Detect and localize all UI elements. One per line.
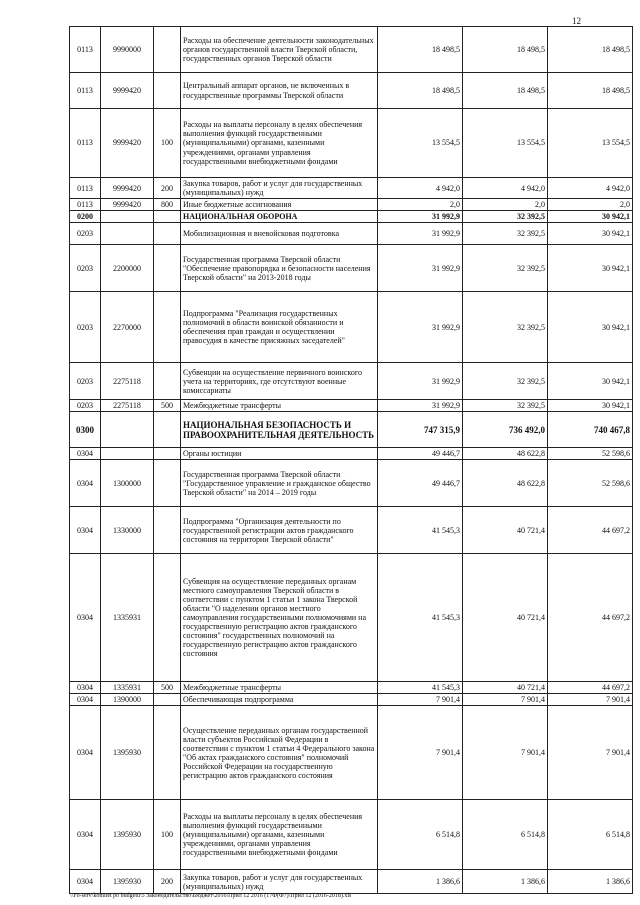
value-2018: 30 942,1 [548, 223, 633, 245]
value-2017: 48 622,8 [463, 460, 548, 507]
table-row [70, 694, 633, 706]
section-code: 0304 [70, 800, 101, 870]
value-2017: 32 392,5 [463, 223, 548, 245]
expense-type [154, 460, 181, 507]
value-2017: 40 721,4 [463, 554, 548, 682]
value-2017: 4 942,0 [463, 178, 548, 199]
value-2016: 4 942,0 [378, 178, 463, 199]
section-code: 0203 [70, 223, 101, 245]
target-code: 9999420 [101, 199, 154, 211]
value-2017: 2,0 [463, 199, 548, 211]
section-code: 0113 [70, 109, 101, 178]
value-2018: 18 498,5 [548, 73, 633, 109]
value-2016: 31 992,9 [378, 211, 463, 223]
target-code: 1395930 [101, 706, 154, 800]
value-2016: 31 992,9 [378, 223, 463, 245]
value-2018: 6 514,8 [548, 800, 633, 870]
value-2018: 30 942,1 [548, 245, 633, 292]
value-2016: 31 992,9 [378, 245, 463, 292]
value-2017: 40 721,4 [463, 682, 548, 694]
target-code: 1395930 [101, 870, 154, 894]
expense-type [154, 292, 181, 363]
row-name: Закупка товаров, работ и услуг для государственных (муниципальных) нужд [181, 870, 378, 894]
budget-table-body [70, 27, 633, 894]
value-2018: 44 697,2 [548, 682, 633, 694]
expense-type [154, 245, 181, 292]
expense-type [154, 694, 181, 706]
value-2018: 2,0 [548, 199, 633, 211]
expense-type [154, 412, 181, 448]
target-code: 9999420 [101, 109, 154, 178]
section-code: 0304 [70, 706, 101, 800]
value-2016: 49 446,7 [378, 448, 463, 460]
table-row [70, 870, 633, 894]
table-row [70, 507, 633, 554]
target-code: 2275118 [101, 400, 154, 412]
value-2018: 13 554,5 [548, 109, 633, 178]
table-row [70, 223, 633, 245]
table-row [70, 448, 633, 460]
table-row [70, 363, 633, 400]
row-name: Субвенции на осуществление первичного воинского учета на территориях, где отсутствуют военные комиссариаты [181, 363, 378, 400]
target-code: 1395930 [101, 800, 154, 870]
table-row [70, 27, 633, 73]
value-2018: 1 386,6 [548, 870, 633, 894]
value-2016: 31 992,9 [378, 363, 463, 400]
target-code [101, 448, 154, 460]
expense-type [154, 706, 181, 800]
section-code: 0113 [70, 27, 101, 73]
value-2018: 44 697,2 [548, 507, 633, 554]
section-code: 0203 [70, 400, 101, 412]
section-code: 0113 [70, 73, 101, 109]
expense-type [154, 363, 181, 400]
section-code: 0203 [70, 292, 101, 363]
target-code: 1330000 [101, 507, 154, 554]
expense-type [154, 507, 181, 554]
row-name: Иные бюджетные ассигнования [181, 199, 378, 211]
value-2016: 41 545,3 [378, 554, 463, 682]
value-2018: 740 467,8 [548, 412, 633, 448]
row-name: Закупка товаров, работ и услуг для государственных (муниципальных) нужд [181, 178, 378, 199]
value-2017: 7 901,4 [463, 694, 548, 706]
value-2016: 18 498,5 [378, 27, 463, 73]
table-row [70, 400, 633, 412]
value-2017: 6 514,8 [463, 800, 548, 870]
expense-type: 100 [154, 109, 181, 178]
value-2016: 7 901,4 [378, 706, 463, 800]
expense-type: 200 [154, 178, 181, 199]
row-name: Подпрограмма "Организация деятельности по государственной регистрации актов гражданского состояния на территории Тверской области" [181, 507, 378, 554]
page-number: 12 [572, 16, 581, 26]
expense-type [154, 73, 181, 109]
value-2018: 18 498,5 [548, 27, 633, 73]
table-row [70, 706, 633, 800]
table-row [70, 412, 633, 448]
target-code: 2200000 [101, 245, 154, 292]
target-code [101, 211, 154, 223]
section-code: 0203 [70, 363, 101, 400]
expense-type [154, 211, 181, 223]
row-name: Мобилизационная и вневойсковая подготовка [181, 223, 378, 245]
value-2018: 52 598,6 [548, 448, 633, 460]
section-code: 0304 [70, 870, 101, 894]
value-2018: 4 942,0 [548, 178, 633, 199]
target-code: 1300000 [101, 460, 154, 507]
value-2016: 41 545,3 [378, 507, 463, 554]
value-2016: 41 545,3 [378, 682, 463, 694]
value-2017: 18 498,5 [463, 27, 548, 73]
row-name: Центральный аппарат органов, не включенных в государственные программы Тверской области [181, 73, 378, 109]
value-2018: 30 942,1 [548, 211, 633, 223]
value-2017: 32 392,5 [463, 211, 548, 223]
target-code: 1335931 [101, 554, 154, 682]
row-name: Государственная программа Тверской области "Обеспечение правопорядка и безопасности населения Тверской области" на 2013-2018 годы [181, 245, 378, 292]
row-name: Межбюджетные трансферты [181, 400, 378, 412]
target-code: 1390000 [101, 694, 154, 706]
expense-type: 500 [154, 400, 181, 412]
value-2018: 7 901,4 [548, 706, 633, 800]
file-path-footer: \\Fo-serv\komitet po budgetu\5 Законодательство\Бюджет\2016\Прил 12 2016 (17Ф(Ф7)\Прил 12 (2016-2018).xls [70, 893, 352, 899]
target-code: 2270000 [101, 292, 154, 363]
value-2017: 1 386,6 [463, 870, 548, 894]
table-row [70, 245, 633, 292]
section-code: 0203 [70, 245, 101, 292]
row-name: Субвенция на осуществление переданных органам местного самоуправления Тверской области в соответствии с пунктом 1 статьи 1 закона Тверской области "О наделении органов местного самоуправления государственными полномочиями на государственную регистрацию актов гражданского состояния" государственных полномочий на государственную регистрацию актов гражданского состояния [181, 554, 378, 682]
target-code: 9999420 [101, 73, 154, 109]
row-name: Расходы на обеспечение деятельности законодательных органов государственной власти Тверской области, государственных органов Тверской области [181, 27, 378, 73]
expense-type: 800 [154, 199, 181, 211]
value-2016: 31 992,9 [378, 400, 463, 412]
value-2017: 48 622,8 [463, 448, 548, 460]
value-2018: 44 697,2 [548, 554, 633, 682]
section-code: 0200 [70, 211, 101, 223]
value-2017: 18 498,5 [463, 73, 548, 109]
table-row [70, 554, 633, 682]
value-2018: 30 942,1 [548, 400, 633, 412]
value-2017: 736 492,0 [463, 412, 548, 448]
value-2016: 7 901,4 [378, 694, 463, 706]
section-code: 0304 [70, 682, 101, 694]
value-2016: 2,0 [378, 199, 463, 211]
section-code: 0304 [70, 448, 101, 460]
value-2018: 30 942,1 [548, 363, 633, 400]
value-2017: 32 392,5 [463, 400, 548, 412]
value-2017: 32 392,5 [463, 363, 548, 400]
row-name: Расходы на выплаты персоналу в целях обеспечения выполнения функций государственными (муниципальными) органами, казенными учреждениями, органами управления государственными внебюджетными фондами [181, 800, 378, 870]
expense-type [154, 554, 181, 682]
value-2018: 30 942,1 [548, 292, 633, 363]
value-2017: 40 721,4 [463, 507, 548, 554]
value-2017: 13 554,5 [463, 109, 548, 178]
row-name: Расходы на выплаты персоналу в целях обеспечения выполнения функций государственными (муниципальными) органами, казенными учреждениями, органами управления государственными внебюджетными фондами [181, 109, 378, 178]
section-code: 0304 [70, 694, 101, 706]
value-2016: 6 514,8 [378, 800, 463, 870]
table-row [70, 460, 633, 507]
table-row [70, 178, 633, 199]
value-2018: 52 598,6 [548, 460, 633, 507]
section-code: 0304 [70, 507, 101, 554]
target-code [101, 223, 154, 245]
table-row [70, 682, 633, 694]
value-2016: 31 992,9 [378, 292, 463, 363]
value-2017: 7 901,4 [463, 706, 548, 800]
value-2016: 49 446,7 [378, 460, 463, 507]
table-row [70, 211, 633, 223]
row-name: Осуществление переданных органам государственной власти субъектов Российской Федерации в соответствии с пунктом 1 статьи 4 Федерального закона "Об актах гражданского состояния" полномочий Российской Федерации на государственную регистрацию актов гражданского состояния [181, 706, 378, 800]
value-2017: 32 392,5 [463, 245, 548, 292]
value-2016: 1 386,6 [378, 870, 463, 894]
budget-table [69, 26, 633, 894]
table-row [70, 292, 633, 363]
value-2017: 32 392,5 [463, 292, 548, 363]
row-name: Подпрограмма "Реализация государственных полномочий в области воинской обязанности и обеспечения прав граждан и осуществлении правосудия в качестве присяжных заседателей" [181, 292, 378, 363]
target-code: 1335931 [101, 682, 154, 694]
value-2016: 747 315,9 [378, 412, 463, 448]
section-code: 0113 [70, 178, 101, 199]
table-row [70, 73, 633, 109]
row-name: НАЦИОНАЛЬНАЯ ОБОРОНА [181, 211, 378, 223]
target-code: 9999420 [101, 178, 154, 199]
row-name: Обеспечивающая подпрограмма [181, 694, 378, 706]
table-row [70, 199, 633, 211]
expense-type [154, 27, 181, 73]
table-row [70, 800, 633, 870]
value-2018: 7 901,4 [548, 694, 633, 706]
table-row [70, 109, 633, 178]
expense-type [154, 448, 181, 460]
section-code: 0304 [70, 554, 101, 682]
value-2016: 18 498,5 [378, 73, 463, 109]
value-2016: 13 554,5 [378, 109, 463, 178]
row-name: Государственная программа Тверской области "Государственное управление и гражданское общество Тверской области" на 2014 – 2019 годы [181, 460, 378, 507]
row-name: Органы юстиции [181, 448, 378, 460]
section-code: 0113 [70, 199, 101, 211]
expense-type: 200 [154, 870, 181, 894]
expense-type: 100 [154, 800, 181, 870]
section-code: 0300 [70, 412, 101, 448]
target-code: 9990000 [101, 27, 154, 73]
expense-type [154, 223, 181, 245]
target-code [101, 412, 154, 448]
row-name: НАЦИОНАЛЬНАЯ БЕЗОПАСНОСТЬ И ПРАВООХРАНИТЕЛЬНАЯ ДЕЯТЕЛЬНОСТЬ [181, 412, 378, 448]
target-code: 2275118 [101, 363, 154, 400]
expense-type: 500 [154, 682, 181, 694]
row-name: Межбюджетные трансферты [181, 682, 378, 694]
section-code: 0304 [70, 460, 101, 507]
